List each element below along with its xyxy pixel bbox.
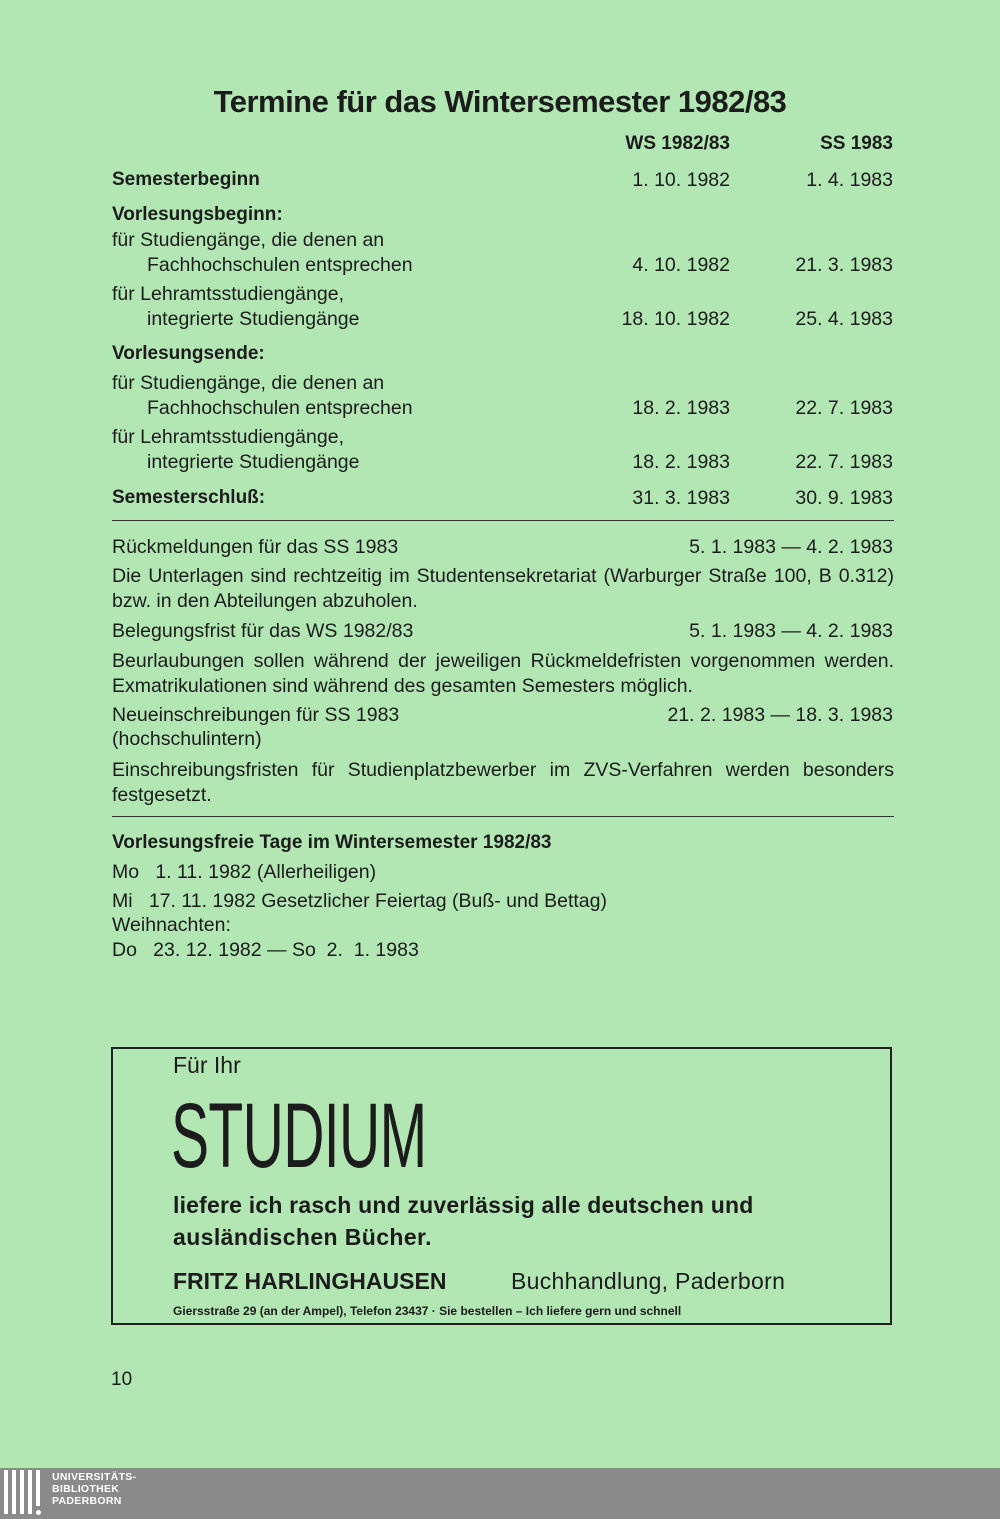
freie-tage-line: Mo 1. 11. 1982 (Allerheiligen) [112,861,377,883]
library-name-line: BIBLIOTHEK [52,1483,120,1495]
divider [112,816,894,817]
ad-shop-owner: FRITZ HARLINGHAUSEN [173,1268,447,1294]
freie-tage-heading: Vorlesungsfreie Tage im Wintersemester 1982/83 [112,832,552,853]
library-name-line: PADERBORN [52,1495,122,1507]
belegungsfrist-label: Belegungsfrist für das WS 1982/83 [112,620,414,642]
divider [112,520,894,521]
vorlesungsende-row2-line2: integrierte Studiengänge [147,451,360,473]
semesterbeginn-ss: 1. 4. 1983 [806,169,893,191]
ad-shop-name: Buchhandlung, Paderborn [511,1268,786,1294]
library-footer [0,1468,1000,1519]
ad-intro: Für Ihr [173,1052,241,1078]
library-name [52,1471,136,1507]
vorlesungsbeginn-row2-line2: integrierte Studiengänge [147,308,360,330]
vorlesungsbeginn-row1-line2: Fachhochschulen entsprechen [147,254,413,276]
beurlaubungen-text: Beurlaubungen sollen während der jeweiligen Rückmeldefristen vorgenommen werden. Exmatrikulationen sind während des gesamten Semesters möglich. [112,650,894,697]
vorlesungsbeginn-row1-ws: 4. 10. 1982 [632,254,730,276]
column-header-ss: SS 1983 [820,133,893,154]
vorlesungsbeginn-row1-ss: 21. 3. 1983 [795,254,893,276]
vorlesungsende-row2-ws: 18. 2. 1983 [632,451,730,473]
vorlesungsende-row2-ss: 22. 7. 1983 [795,451,893,473]
semesterschluss-ws: 31. 3. 1983 [632,487,730,509]
ad-address: Giersstraße 29 (an der Ampel), Telefon 23437 · Sie bestellen – Ich liefere gern und schnell [173,1304,682,1318]
vorlesungsende-row1-ss: 22. 7. 1983 [795,397,893,419]
freie-tage-line: Mi 17. 11. 1982 Gesetzlicher Feiertag (Buß- und Bettag) [112,890,607,912]
ad-text-line1: liefere ich rasch und zuverlässig alle deutschen und [173,1192,754,1218]
page-number: 10 [111,1369,133,1390]
belegungsfrist-range: 5. 1. 1983 — 4. 2. 1983 [689,620,893,642]
semesterschluss-ss: 30. 9. 1983 [795,487,893,509]
vorlesungsbeginn-label: Vorlesungsbeginn: [112,204,283,225]
rueckmeldungen-range: 5. 1. 1983 — 4. 2. 1983 [689,536,893,558]
neueinschreibungen-label: Neueinschreibungen für SS 1983 [112,704,400,726]
vorlesungsende-row1-line1: für Studiengänge, die denen an [112,372,385,394]
freie-tage-line: Do 23. 12. 1982 — So 2. 1. 1983 [112,939,419,961]
rueckmeldungen-label: Rückmeldungen für das SS 1983 [112,536,399,558]
library-name-line: UNIVERSITÄTS- [52,1471,137,1483]
semesterbeginn-label: Semesterbeginn [112,169,260,190]
ad-text-line2: ausländischen Bücher. [173,1224,432,1250]
page-title: Termine für das Wintersemester 1982/83 [213,84,787,119]
vorlesungsende-row1-line2: Fachhochschulen entsprechen [147,397,413,419]
neueinschreibungen-sub: (hochschulintern) [112,728,262,750]
ad-headline: STUDIUM [171,1085,427,1187]
vorlesungsbeginn-row2-line1: für Lehramtsstudiengänge, [112,283,344,305]
semesterbeginn-ws: 1. 10. 1982 [632,169,730,191]
vorlesungsbeginn-row2-ws: 18. 10. 1982 [621,308,730,330]
vorlesungsende-row1-ws: 18. 2. 1983 [632,397,730,419]
freie-tage-line: Weihnachten: [112,914,231,936]
vorlesungsbeginn-row1-line1: für Studiengänge, die denen an [112,229,385,251]
semesterschluss-label: Semesterschluß: [112,487,266,508]
vorlesungsbeginn-row2-ss: 25. 4. 1983 [795,308,893,330]
vorlesungsende-label: Vorlesungsende: [112,343,265,364]
column-header-ws: WS 1982/83 [625,133,730,154]
neueinschreibungen-range: 21. 2. 1983 — 18. 3. 1983 [667,704,893,726]
unterlagen-text: Die Unterlagen sind rechtzeitig im Studentensekretariat (Warburger Straße 100, B 0.312) bzw. in den Abteilungen abzuholen. [112,565,894,612]
einschreibungsfristen-text: Einschreibungsfristen für Studienplatzbewerber im ZVS-Verfahren werden besonders festgesetzt. [112,759,894,806]
vorlesungsende-row2-line1: für Lehramtsstudiengänge, [112,426,344,448]
